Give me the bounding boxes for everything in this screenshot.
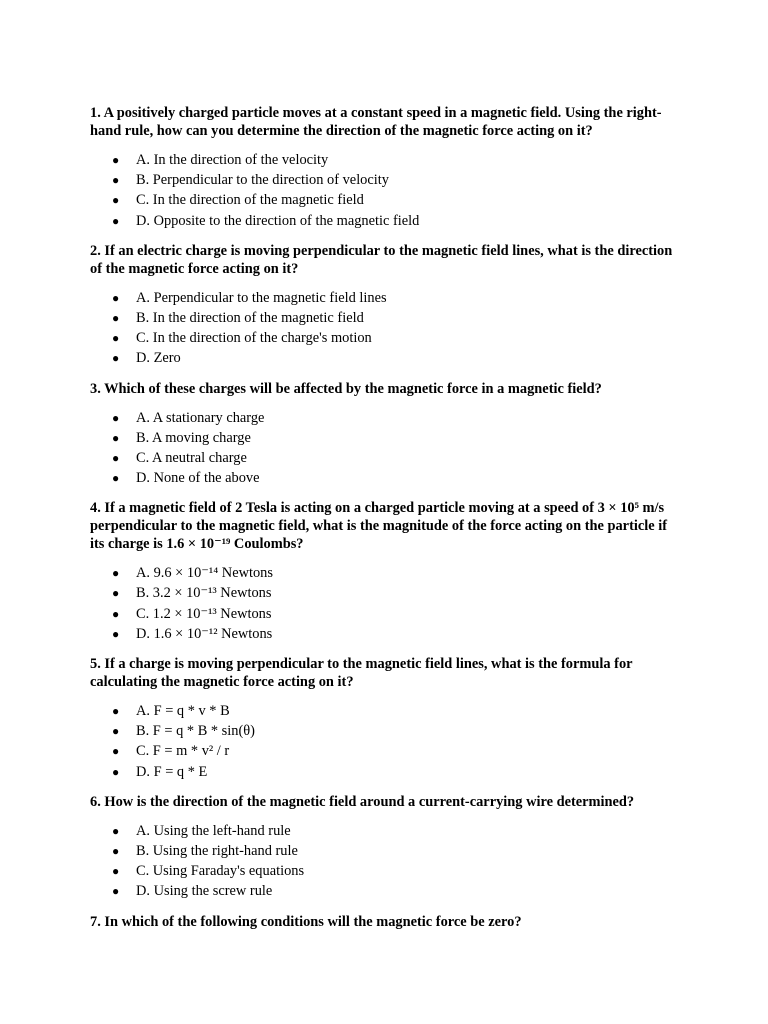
option-text: B. 3.2 × 10⁻¹³ Newtons <box>136 585 272 602</box>
option-text: C. Using Faraday's equations <box>136 863 305 880</box>
bullet-icon: ● <box>112 351 120 366</box>
list-item <box>90 190 680 210</box>
question-text: 4. If a magnetic field of 2 Tesla is acting on a charged particle moving at a speed of 3 × 10⁵ m/s perpendicular to the magnetic field, what is the magnitude of the force acting on the particle if its charge is 1.6 × 10⁻¹⁹ Coulombs? <box>90 500 668 553</box>
option-text: D. None of the above <box>136 470 260 487</box>
option-text: B. A moving charge <box>136 429 251 446</box>
list-item <box>90 624 680 644</box>
question-text: 7. In which of the following conditions will the magnetic force be zero? <box>90 913 522 930</box>
bullet-icon: ● <box>112 213 120 228</box>
list-item <box>90 170 680 190</box>
question-text: 3. Which of these charges will be affected by the magnetic force in a magnetic field? <box>90 380 602 397</box>
option-text: D. Zero <box>136 350 181 367</box>
option-text: A. In the direction of the velocity <box>136 152 329 168</box>
list-item <box>90 583 680 603</box>
bullet-icon: ● <box>112 471 120 486</box>
list-item <box>90 821 680 841</box>
list-item <box>90 841 680 861</box>
list-item <box>90 328 680 348</box>
bullet-icon: ● <box>112 193 120 208</box>
option-text: B. Using the right-hand rule <box>136 842 298 859</box>
question-text: 1. A positively charged particle moves at a constant speed in a magnetic field. Using the right-hand rule, how can you determine the direction of the magnetic force acting on it? <box>90 105 662 139</box>
list-item <box>90 408 680 428</box>
list-item <box>90 288 680 308</box>
bullet-icon: ● <box>112 606 120 621</box>
bullet-icon: ● <box>112 626 120 641</box>
list-item <box>90 308 680 328</box>
bullet-icon: ● <box>112 843 120 858</box>
question-7 <box>90 913 680 931</box>
list-item <box>90 563 680 583</box>
bullet-icon: ● <box>112 566 120 581</box>
option-text: A. F = q * v * B <box>136 703 230 719</box>
list-item <box>90 150 680 170</box>
list-item <box>90 448 680 468</box>
bullet-icon: ● <box>112 430 120 445</box>
option-text: C. 1.2 × 10⁻¹³ Newtons <box>136 605 272 622</box>
list-item <box>90 468 680 488</box>
bullet-icon: ● <box>112 764 120 779</box>
option-list <box>90 408 680 489</box>
option-text: B. Perpendicular to the direction of velocity <box>136 172 389 189</box>
bullet-icon: ● <box>112 724 120 739</box>
list-item <box>90 211 680 231</box>
bullet-icon: ● <box>112 704 120 718</box>
bullet-icon: ● <box>112 744 120 759</box>
option-list <box>90 563 680 644</box>
question-text: 6. How is the direction of the magnetic field around a current-carrying wire determined? <box>90 793 635 810</box>
list-item <box>90 428 680 448</box>
option-text: D. Opposite to the direction of the magnetic field <box>136 212 420 229</box>
question-6 <box>90 793 680 902</box>
question-text: 2. If an electric charge is moving perpendicular to the magnetic field lines, what is the direction of the magnetic force acting on it? <box>90 242 673 277</box>
option-text: A. Perpendicular to the magnetic field lines <box>136 289 387 306</box>
option-list <box>90 701 680 782</box>
list-item <box>90 604 680 624</box>
question-2 <box>90 242 680 369</box>
bullet-icon: ● <box>112 586 120 601</box>
list-item <box>90 701 680 721</box>
bullet-icon: ● <box>112 823 120 838</box>
bullet-icon: ● <box>112 310 120 325</box>
option-text: D. 1.6 × 10⁻¹² Newtons <box>136 625 273 642</box>
question-1 <box>90 104 680 231</box>
option-list <box>90 288 680 369</box>
bullet-icon: ● <box>112 290 120 305</box>
option-text: B. In the direction of the magnetic field <box>136 309 364 326</box>
option-text: C. In the direction of the charge's motion <box>136 330 372 347</box>
list-item <box>90 741 680 761</box>
question-5 <box>90 655 680 782</box>
option-text: D. Using the screw rule <box>136 883 273 900</box>
option-list <box>90 821 680 902</box>
option-text: C. F = m * v² / r <box>136 743 230 760</box>
list-item <box>90 861 680 881</box>
question-4 <box>90 499 680 644</box>
option-list <box>90 150 680 231</box>
bullet-icon: ● <box>112 331 120 346</box>
option-text: A. Using the left-hand rule <box>136 822 291 839</box>
bullet-icon: ● <box>112 864 120 879</box>
option-text: A. 9.6 × 10⁻¹⁴ Newtons <box>136 565 273 582</box>
option-text: B. F = q * B * sin(θ) <box>136 723 255 740</box>
list-item <box>90 348 680 368</box>
question-3 <box>90 380 680 489</box>
list-item <box>90 762 680 782</box>
bullet-icon: ● <box>112 884 120 899</box>
list-item <box>90 721 680 741</box>
option-text: A. A stationary charge <box>136 409 265 426</box>
bullet-icon: ● <box>112 410 120 425</box>
bullet-icon: ● <box>112 450 120 465</box>
bullet-icon: ● <box>112 173 120 188</box>
option-text: D. F = q * E <box>136 763 208 780</box>
question-text: 5. If a charge is moving perpendicular to the magnetic field lines, what is the formula for calculating the magnetic force acting on it? <box>90 656 633 690</box>
bullet-icon: ● <box>112 153 120 167</box>
list-item <box>90 881 680 901</box>
option-text: C. A neutral charge <box>136 449 247 466</box>
option-text: C. In the direction of the magnetic field <box>136 192 364 209</box>
document-page <box>90 104 680 941</box>
